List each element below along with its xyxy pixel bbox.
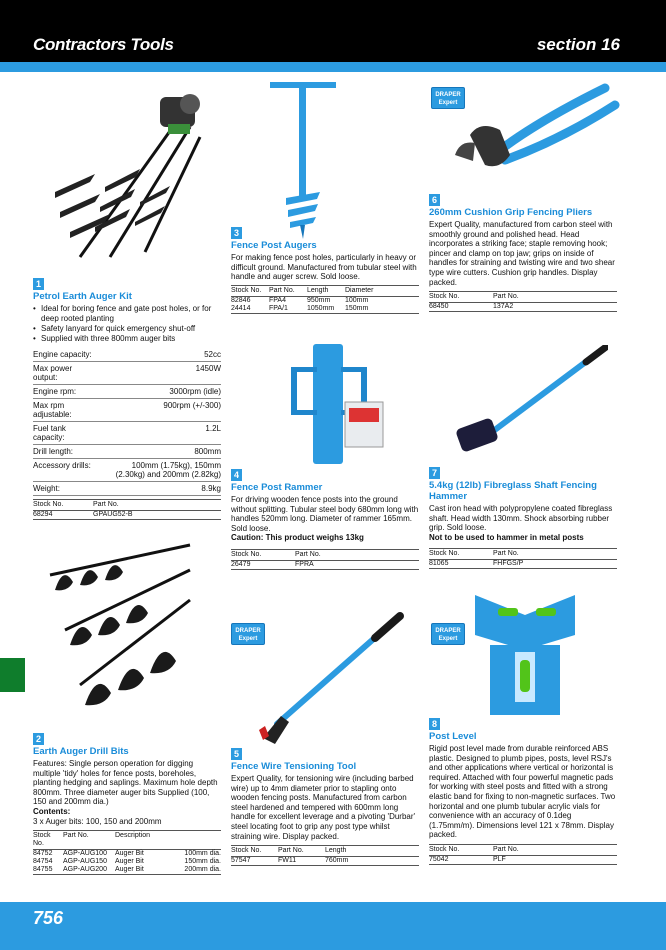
spec-row: Accessory drills: 100mm (1.75kg), 150mm (2.30kg) and 200mm (2.82kg) bbox=[33, 459, 221, 482]
stock-table: Stock No. Part No. 68294 GPAUG52-B bbox=[33, 499, 221, 520]
product-fence-wire-tensioning-tool bbox=[231, 748, 419, 866]
stock-table: Stock No. Part No. Length Diameter 82846 FPA4 950mm 100mm 24414 FPA/1 1050mm 150mm bbox=[231, 285, 419, 314]
feature-item: • Ideal for boring fence and gate post holes, or for deep rooted planting bbox=[33, 304, 221, 324]
auger-bits-image bbox=[40, 535, 200, 725]
product-number: 4 bbox=[231, 469, 242, 481]
product-earth-auger-drill-bits bbox=[33, 733, 221, 875]
post-level-image bbox=[470, 590, 580, 720]
fencing-hammer-image bbox=[448, 345, 608, 460]
contents-text: 3 x Auger bits: 100, 150 and 200mm bbox=[33, 816, 162, 826]
draper-expert-logo: DRAPER Expert bbox=[231, 623, 265, 645]
table-row: 84755 AGP-AUG200 Auger Bit 200mm dia. bbox=[33, 865, 221, 873]
draper-expert-logo: DRAPER Expert bbox=[431, 623, 465, 645]
feature-list bbox=[33, 304, 221, 344]
page-number: 756 bbox=[33, 908, 64, 928]
page-footer bbox=[0, 902, 666, 950]
table-row: 75042 PLF bbox=[429, 855, 617, 864]
product-number: 8 bbox=[429, 718, 440, 730]
petrol-auger-image bbox=[40, 82, 210, 267]
stock-table: Stock No. Part No. 68450 137A2 bbox=[429, 291, 617, 312]
product-petrol-earth-auger-kit bbox=[33, 278, 221, 520]
product-description: Expert Quality, for tensioning wire (including barbed wire) up to 4mm diameter prior to stapling onto wooden fencing posts. Manufactured from carbon steel hardened and tempered with 600mm long handle for excellent leverage and a pivoting 'Durbar' steel locating foot to grip any post type whilst straining wire. Display packed. bbox=[231, 774, 416, 841]
section-label: section 16 bbox=[536, 35, 620, 54]
product-title: 5.4kg (12lb) Fibreglass Shaft Fencing Hammer bbox=[429, 480, 597, 502]
spec-row: Engine capacity: 52cc bbox=[33, 348, 221, 362]
stock-table: Stock No. Part No. Length 57547 FW11 760mm bbox=[231, 845, 419, 866]
warning-text: Not to be used to hammer in metal posts bbox=[429, 532, 584, 542]
table-row: 81065 FHFGS/P bbox=[429, 559, 617, 568]
feature-item: • Supplied with three 800mm auger bits bbox=[33, 334, 221, 344]
table-row: 68294 GPAUG52-B bbox=[33, 511, 221, 520]
table-row: 68450 137A2 bbox=[429, 303, 617, 312]
product-title: Petrol Earth Auger Kit bbox=[33, 291, 132, 302]
spec-row: Fuel tank capacity: 1.2L bbox=[33, 422, 221, 445]
stock-table: Stock No. Part No. 26479 FPRA bbox=[231, 549, 419, 570]
product-description: Rigid post level made from durable reinforced ABS plastic. Designed to plumb pipes, posts, level RSJ's and other applications where vertical or horizontal is required. Attached with four powerful magnetic pads for working with steel posts and fitted with a strong elastic band for fixing to non-magnetic surfaces. Two horizontal and one plumb tubular acrylic vials for convenience with an accuracy of 0.1deg (1.75mm/m). Dimensions level 121 x 78mm. Display packed. bbox=[429, 744, 616, 840]
product-post-level bbox=[429, 718, 617, 865]
product-description: For driving wooden fence posts into the ground without splitting. Tubular steel body 680mm long with handles 520mm long. Diameter of rammer 165mm. Sold loose. bbox=[231, 495, 419, 533]
product-title: Fence Post Augers bbox=[231, 240, 317, 251]
product-title: 260mm Cushion Grip Fencing Pliers bbox=[429, 207, 593, 218]
table-row: 84752 AGP-AUG100 Auger Bit 100mm dia. bbox=[33, 849, 221, 857]
product-title: Earth Auger Drill Bits bbox=[33, 746, 129, 757]
spec-row: Max power output: 1450W bbox=[33, 362, 221, 385]
header-stripe bbox=[0, 62, 666, 72]
product-description: Expert Quality, manufactured from carbon steel with smoothly ground and polished head. Head incorporates a striking face; staple removing hook; pincer and clamp on top jaw; grips on inside of handles for straining and twisting wire and two shear type wire cutters. Cushion grip handles. Display packed. bbox=[429, 220, 615, 287]
product-description: For making fence post holes, particularly in heavy or difficult ground. Manufactured from tubular steel with handle and auger screw. Sold loose. bbox=[231, 253, 417, 282]
product-fence-post-rammer bbox=[231, 469, 419, 570]
product-number: 1 bbox=[33, 278, 44, 290]
page-title: Contractors Tools bbox=[33, 35, 174, 54]
product-fibreglass-shaft-fencing-hammer bbox=[429, 467, 617, 569]
fence-post-auger-image bbox=[268, 80, 338, 240]
stock-table: Stock No. Part No. Description 84752 AGP-AUG100 Auger Bit 100mm dia. 84754 AGP-AUG150 Auger Bit 150mm dia. 84755 AGP-AUG200 Auger Bit 200mm dia. bbox=[33, 831, 221, 873]
table-row: 84754 AGP-AUG150 Auger Bit 150mm dia. bbox=[33, 857, 221, 865]
table-row: 26479 FPRA bbox=[231, 561, 419, 570]
product-description: Cast iron head with polypropylene coated fibreglass shaft. Head width 130mm. Shock absorbing rubber grip. Sold loose. bbox=[429, 504, 613, 533]
product-number: 5 bbox=[231, 748, 242, 760]
stock-table: Stock No. Part No. 81065 FHFGS/P bbox=[429, 548, 617, 569]
product-number: 7 bbox=[429, 467, 440, 479]
fencing-pliers-image bbox=[450, 80, 620, 195]
product-cushion-grip-fencing-pliers bbox=[429, 194, 617, 312]
spec-row: Weight: 8.9kg bbox=[33, 482, 221, 496]
product-number: 3 bbox=[231, 227, 242, 239]
table-row: 82846 FPA4 950mm 100mm bbox=[231, 296, 369, 304]
spec-table bbox=[33, 348, 221, 496]
product-number: 6 bbox=[429, 194, 440, 206]
contents-label: Contents: bbox=[33, 806, 71, 816]
product-title: Fence Wire Tensioning Tool bbox=[231, 761, 357, 772]
product-title: Post Level bbox=[429, 731, 477, 742]
stock-table: Stock No. Part No. 75042 PLF bbox=[429, 844, 617, 865]
spec-row: Engine rpm: 3000rpm (idle) bbox=[33, 385, 221, 399]
spec-row: Max rpm adjustable: 900rpm (+/-300) bbox=[33, 399, 221, 422]
product-description: Features: Single person operation for digging multiple 'tidy' holes for fence posts, boreholes, planting hedging and saplings. Maximum hole depth 800mm. Three diameter auger bits Supplied (100, 150 and 200mm dia.) bbox=[33, 759, 218, 807]
section-tab bbox=[0, 658, 25, 692]
table-row: 57547 FW11 760mm bbox=[231, 857, 419, 866]
feature-item: • Safety lanyard for quick emergency shut-off bbox=[33, 324, 221, 334]
caution-text: Caution: This product weighs 13kg bbox=[231, 533, 364, 543]
product-fence-post-augers bbox=[231, 227, 419, 314]
product-title: Fence Post Rammer bbox=[231, 482, 323, 493]
spec-row: Drill length: 800mm bbox=[33, 445, 221, 459]
table-row: 24414 FPA/1 1050mm 150mm bbox=[231, 305, 419, 314]
wire-tensioning-tool-image bbox=[255, 612, 405, 752]
fence-post-rammer-image bbox=[285, 342, 385, 467]
product-number: 2 bbox=[33, 733, 44, 745]
draper-expert-logo: DRAPER Expert bbox=[431, 87, 465, 109]
